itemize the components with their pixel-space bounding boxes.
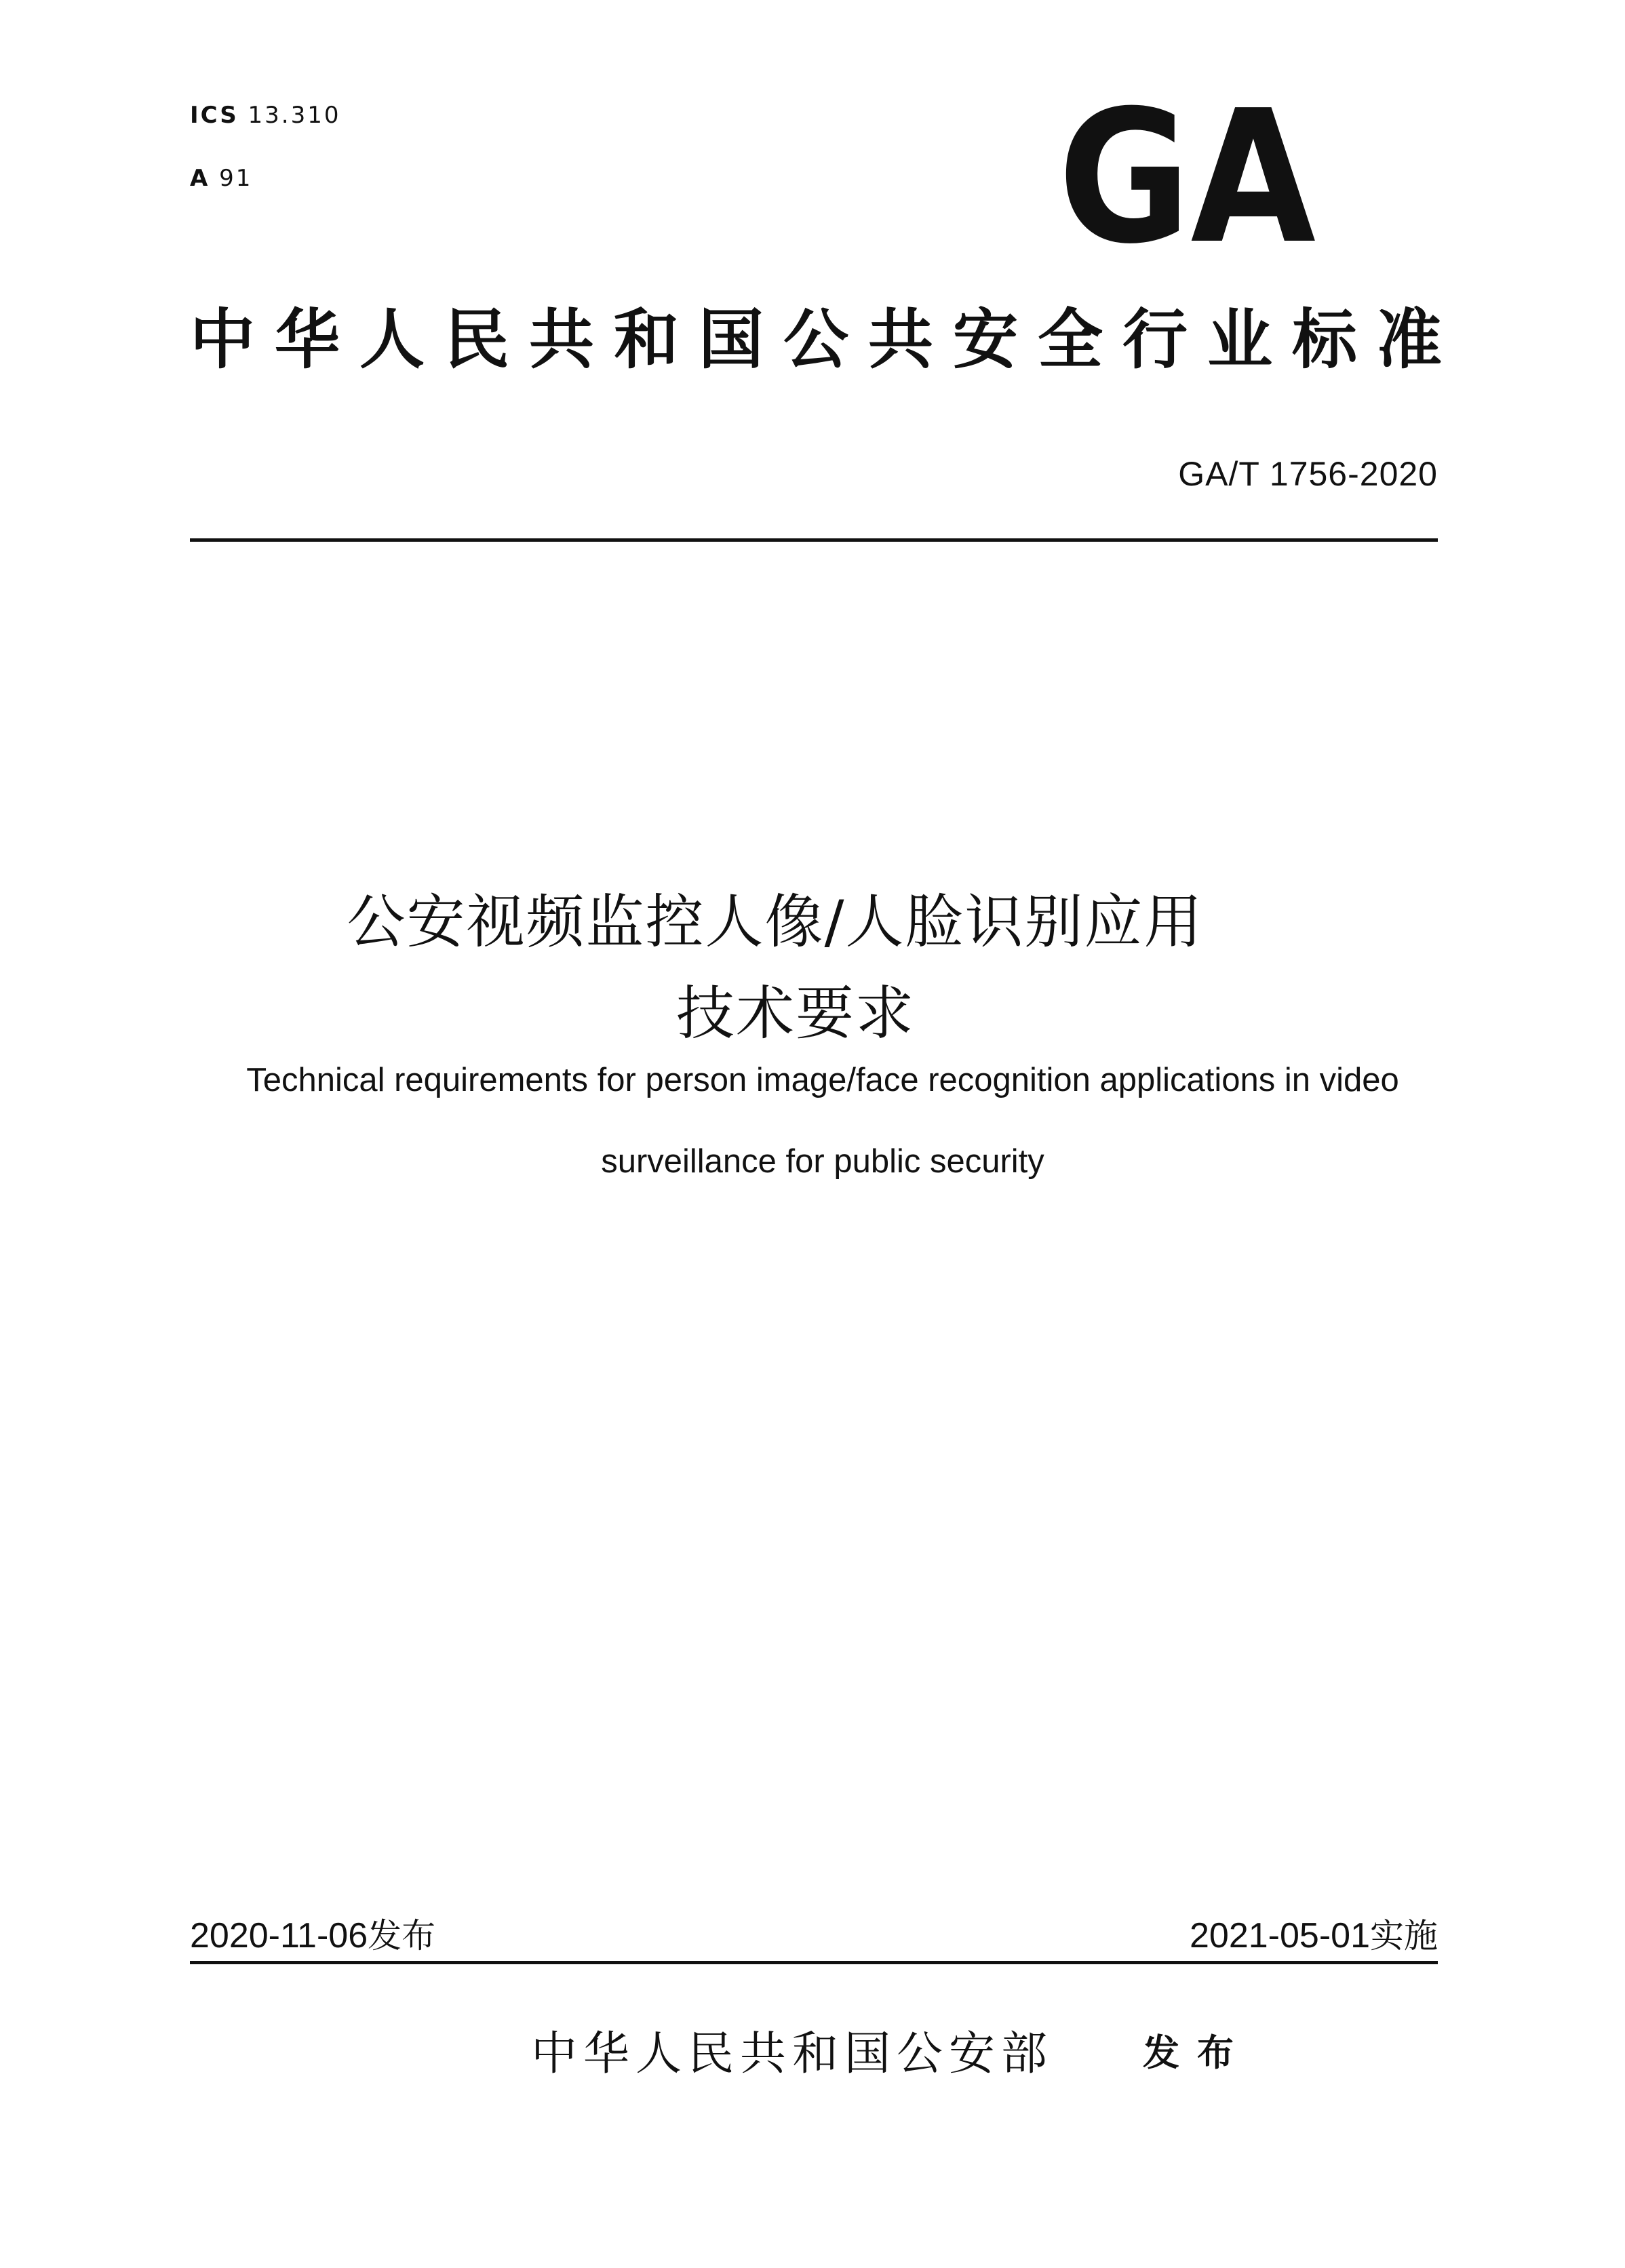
footer-divider xyxy=(190,1961,1438,1964)
title-cn-line1: 公安视频监控人像/人脸识别应用 xyxy=(347,888,1204,956)
standard-number: GA/T 1756-2020 xyxy=(1178,455,1438,493)
ics-classification xyxy=(190,102,341,129)
issue-date-block xyxy=(190,1909,435,1957)
ccs-label: A xyxy=(190,165,210,192)
title-en-line2: surveillance for public security xyxy=(601,1143,1044,1180)
issue-label: 发布 xyxy=(368,1916,436,1955)
ics-label: ICS xyxy=(190,102,239,129)
implementation-date: 2021-05-01 xyxy=(1190,1916,1370,1955)
ics-code: 13.310 xyxy=(248,102,341,129)
ccs-code: 91 xyxy=(219,165,253,192)
publisher-name: 中华人民共和国公安部 xyxy=(531,2027,1054,2081)
org-title: 中华人民共和国公共安全行业标准 xyxy=(190,302,1462,378)
ga-logo-text: GA xyxy=(1058,71,1317,284)
header-divider xyxy=(190,538,1438,542)
ga-logo xyxy=(1055,71,1319,284)
issue-date: 2020-11-06 xyxy=(190,1916,368,1955)
publish-label: 发布 xyxy=(1143,2031,1251,2074)
implementation-date-block xyxy=(1190,1909,1438,1957)
title-en-line1: Technical requirements for person image/face recognition applications in video xyxy=(246,1062,1399,1098)
ccs-classification xyxy=(190,165,252,192)
implementation-label: 实施 xyxy=(1370,1916,1438,1955)
title-cn-line2: 技术要求 xyxy=(676,980,915,1048)
